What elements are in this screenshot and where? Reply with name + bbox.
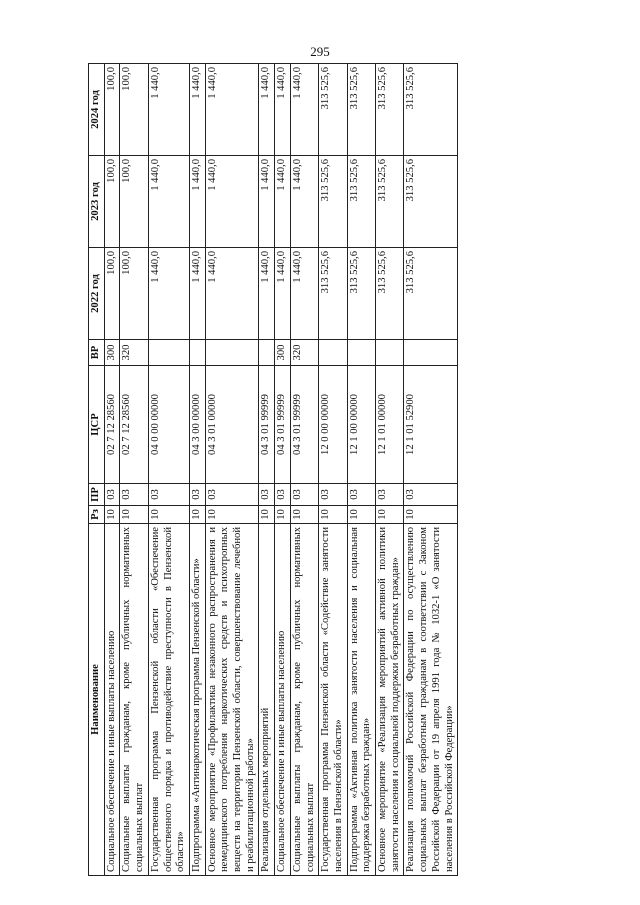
cell-2022: 313 525,6	[347, 248, 375, 340]
cell-pr: 03	[120, 484, 148, 506]
budget-table	[88, 63, 458, 876]
cell-vr	[259, 340, 275, 366]
cell-rz: 10	[319, 506, 347, 524]
table-row	[376, 64, 404, 876]
table-row	[319, 64, 347, 876]
cell-csr: 12 1 01 52900	[404, 366, 458, 484]
cell-2022: 1 440,0	[205, 248, 259, 340]
cell-csr: 04 3 01 99999	[290, 366, 318, 484]
cell-rz: 10	[189, 506, 205, 524]
cell-2022: 1 440,0	[290, 248, 318, 340]
cell-vr: 300	[275, 340, 291, 366]
cell-pr: 03	[148, 484, 189, 506]
cell-name: Основное мероприятие «Профилактика незаконного распространения и немедицинского потребления наркотических средств и психотропных веществ на территории Пензенской области, совершенствование лечебной и реабилитационной работы»	[205, 524, 259, 876]
cell-pr: 03	[104, 484, 120, 506]
cell-rz: 10	[205, 506, 259, 524]
cell-2022: 313 525,6	[319, 248, 347, 340]
cell-pr: 03	[347, 484, 375, 506]
cell-pr: 03	[376, 484, 404, 506]
header-2023: 2023 год	[89, 156, 105, 248]
header-pr: ПР	[89, 484, 105, 506]
cell-2023: 313 525,6	[404, 156, 458, 248]
cell-pr: 03	[259, 484, 275, 506]
cell-vr: 320	[120, 340, 148, 366]
table-row	[290, 64, 318, 876]
cell-name: Социальное обеспечение и иные выплаты населению	[275, 524, 291, 876]
cell-name: Реализация отдельных мероприятий	[259, 524, 275, 876]
cell-csr: 02 7 12 28560	[104, 366, 120, 484]
cell-csr: 04 3 01 99999	[275, 366, 291, 484]
cell-2024: 1 440,0	[290, 64, 318, 156]
cell-csr: 12 1 01 00000	[376, 366, 404, 484]
cell-name: Реализация полномочий Российской Федерации по осуществлению социальных выплат безработным гражданам в соответствии с Законом Российской Федерации от 19 апреля 1991 года № 1032-1 «О занятости населения в Российской Федерации»	[404, 524, 458, 876]
cell-vr	[376, 340, 404, 366]
cell-name: Государственная программа Пензенской области «Содействие занятости населения в Пензенской области»	[319, 524, 347, 876]
cell-name: Социальные выплаты гражданам, кроме публичных нормативных социальных выплат	[290, 524, 318, 876]
cell-2023: 313 525,6	[319, 156, 347, 248]
cell-2024: 313 525,6	[404, 64, 458, 156]
cell-rz: 10	[404, 506, 458, 524]
cell-pr: 03	[319, 484, 347, 506]
cell-2023: 313 525,6	[347, 156, 375, 248]
cell-vr	[148, 340, 189, 366]
cell-2022: 1 440,0	[189, 248, 205, 340]
table-row	[205, 64, 259, 876]
table-row	[347, 64, 375, 876]
cell-2023: 1 440,0	[205, 156, 259, 248]
cell-vr	[205, 340, 259, 366]
cell-vr	[189, 340, 205, 366]
cell-2022: 313 525,6	[376, 248, 404, 340]
cell-2024: 313 525,6	[319, 64, 347, 156]
cell-2024: 1 440,0	[259, 64, 275, 156]
cell-2024: 313 525,6	[376, 64, 404, 156]
cell-2022: 100,0	[104, 248, 120, 340]
cell-2022: 313 525,6	[404, 248, 458, 340]
cell-name: Основное мероприятие «Реализация мероприятий активной политики занятости населения и социальной поддержки безработных граждан»	[376, 524, 404, 876]
header-vr: ВР	[89, 340, 105, 366]
cell-2024: 1 440,0	[148, 64, 189, 156]
header-name: Наименование	[89, 524, 105, 876]
cell-csr: 02 7 12 28560	[120, 366, 148, 484]
cell-2022: 1 440,0	[275, 248, 291, 340]
table-row	[104, 64, 120, 876]
cell-vr	[347, 340, 375, 366]
cell-name: Подпрограмма «Антинаркотическая программа Пензенской области»	[189, 524, 205, 876]
cell-pr: 03	[290, 484, 318, 506]
cell-pr: 03	[189, 484, 205, 506]
cell-2024: 1 440,0	[189, 64, 205, 156]
table-row	[404, 64, 458, 876]
cell-2023: 100,0	[104, 156, 120, 248]
cell-rz: 10	[376, 506, 404, 524]
cell-rz: 10	[120, 506, 148, 524]
cell-2023: 313 525,6	[376, 156, 404, 248]
cell-2023: 1 440,0	[148, 156, 189, 248]
cell-rz: 10	[148, 506, 189, 524]
cell-pr: 03	[205, 484, 259, 506]
cell-pr: 03	[404, 484, 458, 506]
cell-2023: 100,0	[120, 156, 148, 248]
cell-name: Подпрограмма «Активная политика занятости населения и социальная поддержка безработных граждан»	[347, 524, 375, 876]
cell-csr: 12 1 00 00000	[347, 366, 375, 484]
rotated-table-container	[88, 64, 526, 876]
table-header-row	[89, 64, 105, 876]
rotated-table-area	[88, 64, 526, 876]
cell-csr: 04 3 00 00000	[189, 366, 205, 484]
table-row	[189, 64, 205, 876]
page-number: 295	[310, 44, 330, 59]
cell-csr: 12 0 00 00000	[319, 366, 347, 484]
cell-rz: 10	[104, 506, 120, 524]
cell-2022: 1 440,0	[148, 248, 189, 340]
cell-vr: 300	[104, 340, 120, 366]
cell-2022: 1 440,0	[259, 248, 275, 340]
cell-vr	[404, 340, 458, 366]
cell-vr: 320	[290, 340, 318, 366]
cell-name: Государственная программа Пензенской области «Обеспечение общественного порядка и противодействие преступности в Пензенской области»	[148, 524, 189, 876]
table-row	[259, 64, 275, 876]
table-body	[104, 64, 458, 876]
cell-name: Социальные выплаты гражданам, кроме публичных нормативных социальных выплат	[120, 524, 148, 876]
cell-2024: 100,0	[120, 64, 148, 156]
cell-2024: 100,0	[104, 64, 120, 156]
cell-csr: 04 0 00 00000	[148, 366, 189, 484]
cell-csr: 04 3 01 99999	[259, 366, 275, 484]
cell-pr: 03	[275, 484, 291, 506]
cell-rz: 10	[275, 506, 291, 524]
cell-2023: 1 440,0	[275, 156, 291, 248]
cell-2024: 1 440,0	[275, 64, 291, 156]
header-csr: ЦСР	[89, 366, 105, 484]
cell-2024: 313 525,6	[347, 64, 375, 156]
header-2024: 2024 год	[89, 64, 105, 156]
cell-rz: 10	[347, 506, 375, 524]
cell-2022: 100,0	[120, 248, 148, 340]
table-row	[275, 64, 291, 876]
cell-2023: 1 440,0	[259, 156, 275, 248]
cell-rz: 10	[290, 506, 318, 524]
header-2022: 2022 год	[89, 248, 105, 340]
cell-vr	[319, 340, 347, 366]
header-rz: Рз	[89, 506, 105, 524]
cell-csr: 04 3 01 00000	[205, 366, 259, 484]
cell-rz: 10	[259, 506, 275, 524]
cell-2024: 1 440,0	[205, 64, 259, 156]
cell-2023: 1 440,0	[290, 156, 318, 248]
table-row	[120, 64, 148, 876]
cell-name: Социальное обеспечение и иные выплаты населению	[104, 524, 120, 876]
table-row	[148, 64, 189, 876]
cell-2023: 1 440,0	[189, 156, 205, 248]
